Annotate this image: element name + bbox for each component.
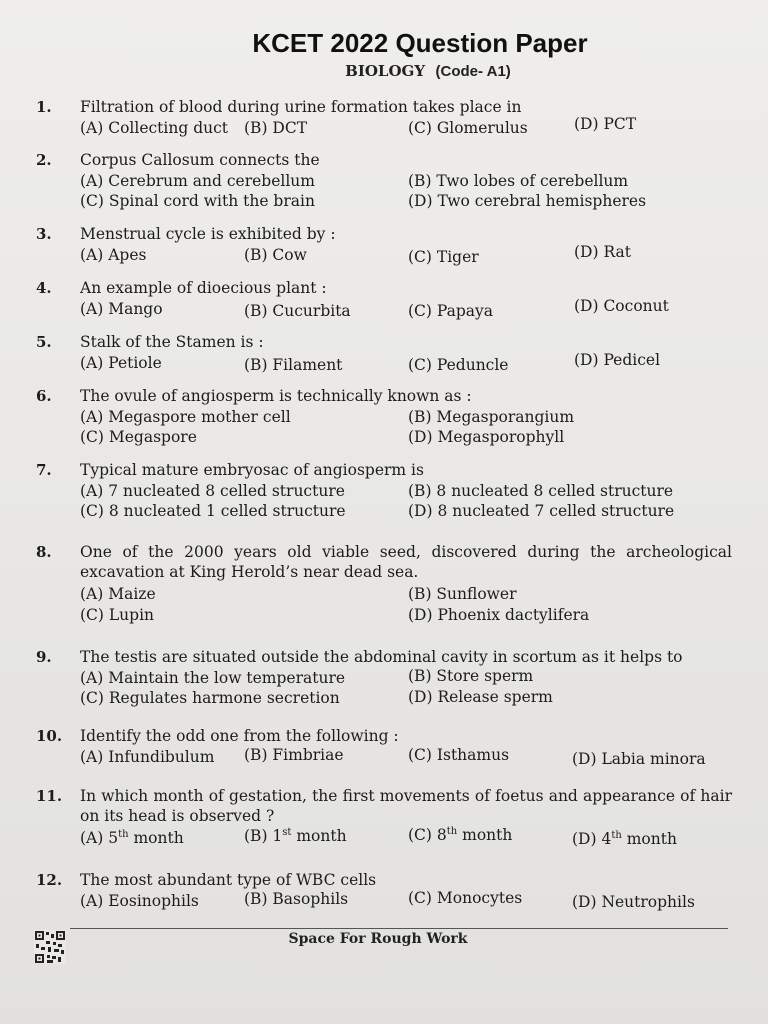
question-number: 7. — [36, 461, 52, 479]
option-d: (D) Coconut — [574, 297, 669, 315]
option-a: (A) 7 nucleated 8 celled structure — [80, 482, 345, 500]
option-b-number: (B) 1 — [244, 827, 283, 845]
option-d-number: (D) 4 — [572, 830, 612, 848]
page-subtitle — [0, 62, 768, 80]
option-b-ordinal: st — [282, 826, 292, 838]
option-c: (C) Papaya — [408, 302, 494, 320]
subject-label: BIOLOGY — [345, 62, 426, 80]
question-number: 8. — [36, 543, 52, 561]
option-b: (B) Store sperm — [408, 667, 534, 685]
question-text: The testis are situated outside the abdominal cavity in scortum as it helps to — [80, 648, 683, 666]
question-text: The most abundant type of WBC cells — [80, 871, 377, 889]
option-d — [572, 829, 677, 849]
option-c: (C) Lupin — [80, 606, 155, 624]
question-number: 3. — [36, 225, 52, 243]
question-number: 6. — [36, 387, 52, 405]
question-number: 2. — [36, 151, 52, 169]
option-a — [80, 828, 184, 848]
question-text: Filtration of blood during urine formation takes place in — [80, 98, 522, 116]
option-a: (A) Apes — [80, 246, 147, 264]
option-c: (C) Regulates harmone secretion — [80, 689, 340, 707]
option-d-unit: month — [621, 830, 677, 848]
option-a: (A) Eosinophils — [80, 892, 199, 910]
option-a: (A) Petiole — [80, 354, 162, 372]
option-c: (C) Glomerulus — [408, 119, 528, 137]
paper-code: (Code- A1) — [435, 63, 511, 80]
option-a-number: (A) 5 — [80, 829, 119, 847]
option-c: (C) 8 nucleated 1 celled structure — [80, 502, 346, 520]
option-d: (D) Release sperm — [408, 688, 553, 706]
option-c: (C) Isthamus — [408, 746, 510, 764]
option-b: (B) Two lobes of cerebellum — [408, 172, 629, 190]
option-b: (B) Basophils — [244, 890, 349, 908]
question-number: 10. — [36, 727, 63, 745]
option-a: (A) Infundibulum — [80, 748, 215, 766]
option-b: (B) Cow — [244, 246, 307, 264]
option-c-ordinal: th — [446, 825, 458, 837]
option-a: (A) Collecting duct — [80, 119, 229, 137]
option-c: (C) Monocytes — [408, 889, 523, 907]
option-c-unit: month — [457, 826, 513, 844]
option-b: (B) Fimbriae — [244, 746, 344, 764]
option-c-number: (C) 8 — [408, 826, 447, 844]
rough-work-label: Space For Rough Work — [288, 931, 468, 947]
question-number: 4. — [36, 279, 52, 297]
question-text: Stalk of the Stamen is : — [80, 333, 264, 351]
option-c: (C) Megaspore — [80, 428, 197, 446]
question-text: The ovule of angiosperm is technically known as : — [80, 387, 472, 405]
option-a-ordinal: th — [118, 828, 129, 840]
option-a: (A) Cerebrum and cerebellum — [80, 172, 315, 190]
option-b — [244, 826, 347, 846]
option-b-unit: month — [291, 827, 347, 845]
question-number: 9. — [36, 648, 52, 666]
option-b: (B) Megasporangium — [408, 408, 575, 426]
question-text: Identify the odd one from the following : — [80, 727, 399, 745]
option-d: (D) Phoenix dactylifera — [408, 606, 590, 624]
option-a-unit: month — [128, 829, 184, 847]
question-number: 12. — [36, 871, 63, 889]
option-d: (D) Two cerebral hemispheres — [408, 192, 647, 210]
option-b: (B) Cucurbita — [244, 302, 351, 320]
question-number: 11. — [36, 787, 63, 805]
option-d: (D) Megasporophyll — [408, 428, 565, 446]
question-text: Typical mature embryosac of angiosperm is — [80, 461, 424, 479]
page-title: KCET 2022 Question Paper — [252, 28, 588, 58]
question-text: An example of dioecious plant : — [80, 279, 327, 297]
option-b: (B) DCT — [244, 119, 308, 137]
option-a: (A) Maize — [80, 585, 156, 603]
option-d: (D) Rat — [574, 243, 631, 261]
question-text: Menstrual cycle is exhibited by : — [80, 225, 336, 243]
option-d: (D) PCT — [574, 115, 637, 133]
question-number: 5. — [36, 333, 52, 351]
option-c: (C) Tiger — [408, 248, 479, 266]
option-d: (D) 8 nucleated 7 celled structure — [408, 502, 675, 520]
option-d: (D) Labia minora — [572, 750, 706, 768]
option-b: (B) Filament — [244, 356, 343, 374]
question-text: In which month of gestation, the first movements of foetus and appearance of hair on its head is observed ? — [80, 787, 732, 825]
option-c — [408, 825, 512, 845]
option-d: (D) Neutrophils — [572, 893, 695, 911]
option-a: (A) Megaspore mother cell — [80, 408, 291, 426]
option-c: (C) Spinal cord with the brain — [80, 192, 315, 210]
question-number: 1. — [36, 98, 52, 116]
option-b: (B) 8 nucleated 8 celled structure — [408, 482, 674, 500]
option-d: (D) Pedicel — [574, 351, 661, 369]
option-a: (A) Mango — [80, 300, 163, 318]
question-text: One of the 2000 years old viable seed, discovered during the archeological excavation at King Herold’s near dead sea. — [80, 543, 732, 581]
option-d-ordinal: th — [611, 829, 622, 841]
question-text: Corpus Callosum connects the — [80, 151, 320, 169]
option-a: (A) Maintain the low temperature — [80, 669, 346, 687]
option-c: (C) Peduncle — [408, 356, 509, 374]
footer-divider — [70, 928, 728, 929]
option-b: (B) Sunflower — [408, 585, 517, 603]
